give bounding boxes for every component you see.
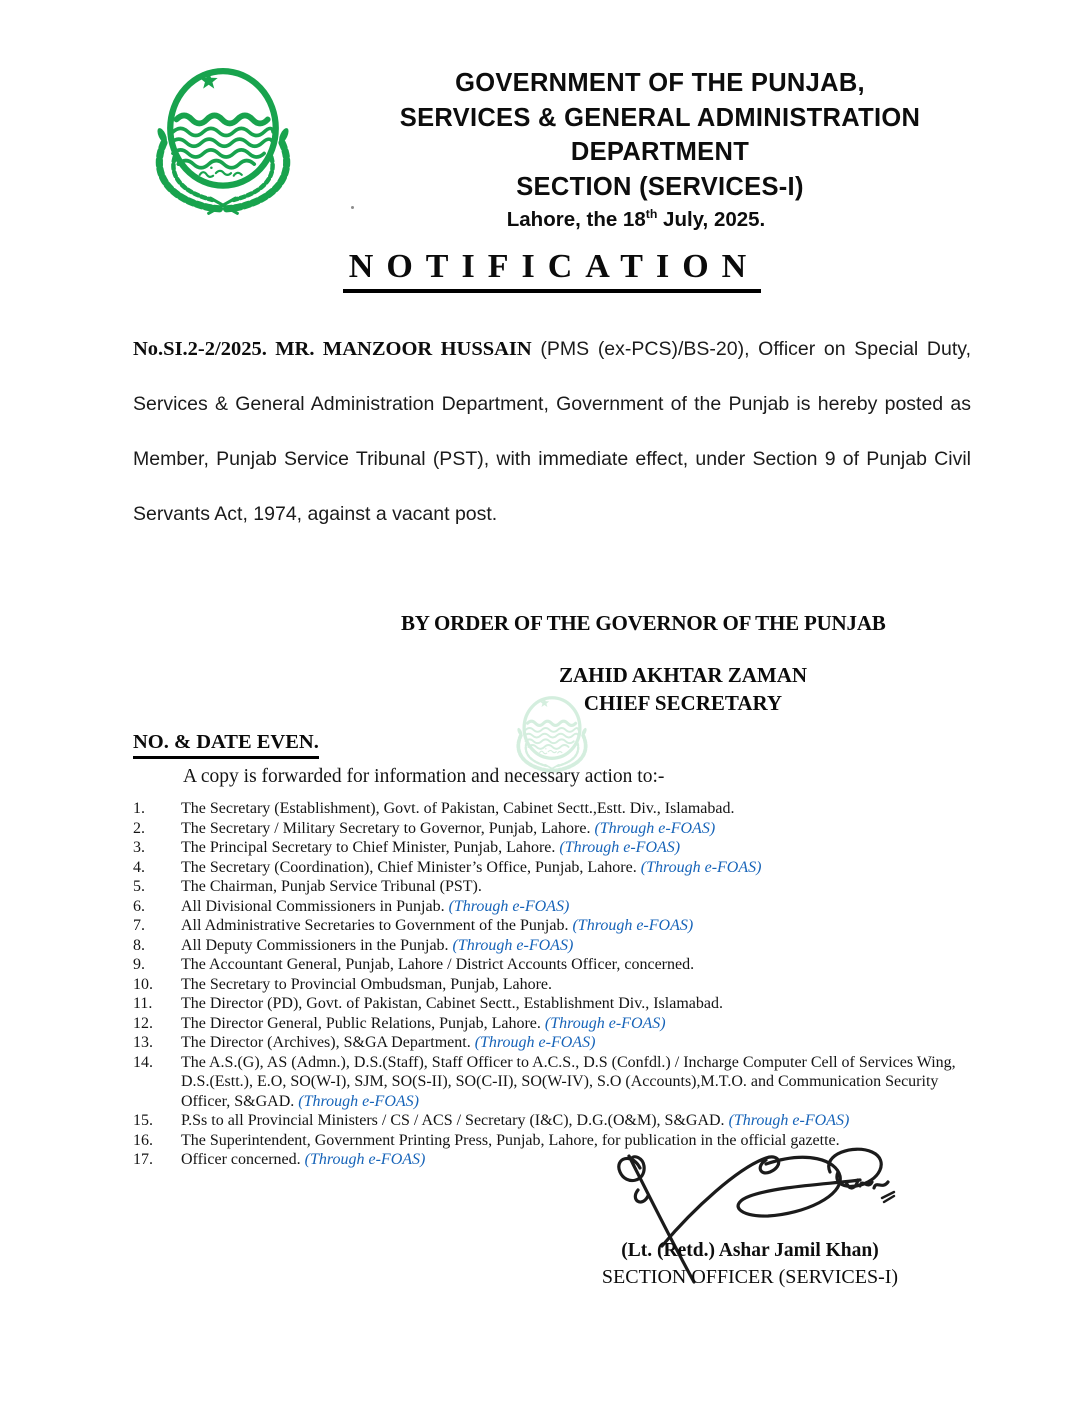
recipient-text: The Secretary to Provincial Ombudsman, Punjab, Lahore. <box>181 975 553 993</box>
recipient-row <box>133 1014 978 1034</box>
date-line <box>306 207 966 232</box>
recipient-number: 8. <box>133 936 145 954</box>
recipient-entry <box>181 858 978 878</box>
recipient-entry <box>181 877 978 897</box>
recipient-row <box>133 858 978 878</box>
recipient-text: The Principal Secretary to Chief Minister, Punjab, Lahore. <box>181 839 556 856</box>
recipient-text: The Superintendent, Government Printing Press, Punjab, Lahore, for publication in the official gazette. <box>181 1131 840 1149</box>
recipient-entry <box>181 1111 978 1131</box>
recipients-list <box>133 799 978 1170</box>
recipient-row <box>133 897 978 917</box>
recipient-text: The Director (Archives), S&GA Department. <box>181 1034 471 1051</box>
recipient-row <box>133 819 978 839</box>
letterhead <box>330 66 990 204</box>
document-title: NOTIFICATION <box>343 248 761 293</box>
recipient-row <box>133 1053 978 1112</box>
recipient-number: 1. <box>133 800 145 817</box>
recipient-through-efoas: (Through e-FOAS) <box>636 858 762 876</box>
recipient-number: 2. <box>133 819 145 837</box>
recipient-entry <box>181 936 978 956</box>
recipient-row <box>133 877 978 897</box>
recipient-entry <box>181 1053 978 1112</box>
reference-number-and-name: No.SI.2-2/2025. MR. MANZOOR HUSSAIN <box>133 338 532 360</box>
recipient-through-efoas: (Through e-FOAS) <box>448 936 574 954</box>
recipient-text: The Secretary / Military Secretary to Governor, Punjab, Lahore. <box>181 819 591 837</box>
punjab-crest-icon <box>124 64 322 216</box>
recipient-through-efoas: (Through e-FOAS) <box>590 819 716 837</box>
recipient-number: 16. <box>133 1131 153 1149</box>
recipient-text: All Deputy Commissioners in the Punjab. <box>181 936 449 954</box>
recipient-text: The Secretary (Establishment), Govt. of Pakistan, Cabinet Sectt.,Estt. Div., Islamabad. <box>181 800 735 817</box>
recipient-text: The Director General, Public Relations, Punjab, Lahore. <box>181 1014 541 1032</box>
recipient-text: The Director (PD), Govt. of Pakistan, Cabinet Sectt., Establishment Div., Islamabad. <box>181 995 723 1012</box>
recipient-through-efoas: (Through e-FOAS) <box>444 897 570 915</box>
recipient-through-efoas: (Through e-FOAS) <box>294 1092 419 1110</box>
section-officer-name: (Lt. (Retd.) Ashar Jamil Khan) <box>621 1240 879 1261</box>
recipient-row <box>133 1033 978 1053</box>
date-prefix: Lahore, the 18 <box>506 207 646 231</box>
recipient-row <box>133 975 978 995</box>
org-line-4: SECTION (SERVICES-I) <box>516 172 804 201</box>
recipient-entry <box>181 975 978 995</box>
recipient-through-efoas: (Through e-FOAS) <box>300 1151 426 1168</box>
recipient-through-efoas: (Through e-FOAS) <box>724 1112 850 1129</box>
recipient-entry <box>181 1033 978 1053</box>
recipient-number: 13. <box>133 1034 153 1051</box>
recipient-text: The Secretary (Coordination), Chief Minister’s Office, Punjab, Lahore. <box>181 858 637 876</box>
section-officer-block <box>545 1238 955 1290</box>
recipient-row <box>133 955 978 975</box>
org-line-1: GOVERNMENT OF THE PUNJAB, <box>455 69 865 97</box>
date-suffix: July, 2025. <box>657 207 766 231</box>
body-text: (PMS (ex-PCS)/BS-20), Officer on Special Duty, Services & General Administration Department, Government of the Punjab is hereby posted as Member, Punjab Service Tribunal (PST), with immediate effect, under Section 9 of Punjab Civil Servants Act, 1974, against a vacant post. <box>133 338 971 525</box>
order-line: BY ORDER OF THE GOVERNOR OF THE PUNJAB <box>401 611 886 635</box>
recipient-row <box>133 1111 978 1131</box>
org-line-3: DEPARTMENT <box>570 138 750 166</box>
recipient-text: The A.S.(G), AS (Admn.), D.S.(Staff), Staff Officer to A.C.S., D.S (Confdl.) / Incharge Computer Cell of Services Wing, D.S.(Estt.), E.O, SO(W-I), SJM, SO(S-II), SO(C-II), SO(W-IV), S.O (Accounts),M.T.O. and Communication Security Officer, S&GAD. <box>181 1053 956 1110</box>
recipient-number: 10. <box>133 975 153 993</box>
recipient-entry <box>181 1014 978 1034</box>
recipient-through-efoas: (Through e-FOAS) <box>540 1014 666 1032</box>
recipient-entry <box>181 955 978 975</box>
recipient-through-efoas: (Through e-FOAS) <box>470 1034 596 1051</box>
recipient-text: All Divisional Commissioners in Punjab. <box>181 897 445 915</box>
recipient-entry <box>181 994 978 1014</box>
recipient-entry <box>181 897 978 917</box>
recipient-row <box>133 799 978 819</box>
chief-secretary-title: CHIEF SECRETARY <box>583 690 783 715</box>
recipient-number: 15. <box>133 1112 153 1129</box>
recipient-entry <box>181 819 978 839</box>
recipient-number: 11. <box>133 995 153 1012</box>
title-row <box>0 248 1080 293</box>
recipient-entry <box>181 799 978 819</box>
number-date-even-line: NO. & DATE EVEN. <box>133 731 319 759</box>
notification-body <box>133 322 971 542</box>
recipient-through-efoas: (Through e-FOAS) <box>568 917 694 934</box>
recipient-number: 9. <box>133 956 145 973</box>
chief-secretary-name: ZAHID AKHTAR ZAMAN <box>558 663 808 687</box>
recipient-number: 14. <box>133 1053 153 1071</box>
recipient-entry <box>181 916 978 936</box>
recipient-text: All Administrative Secretaries to Government of the Punjab. <box>181 917 569 934</box>
recipient-entry <box>181 838 978 858</box>
copy-forward-line: A copy is forwarded for information and necessary action to:- <box>183 766 665 787</box>
recipient-number: 12. <box>133 1014 153 1032</box>
recipient-text: Officer concerned. <box>181 1151 301 1168</box>
recipient-row <box>133 936 978 956</box>
recipient-number: 7. <box>133 917 145 934</box>
recipient-number: 6. <box>133 897 145 915</box>
recipient-text: The Accountant General, Punjab, Lahore / District Accounts Officer, concerned. <box>181 956 695 973</box>
recipient-text: The Chairman, Punjab Service Tribunal (PST). <box>181 878 482 895</box>
recipient-number: 17. <box>133 1151 153 1168</box>
recipient-through-efoas: (Through e-FOAS) <box>555 839 681 856</box>
recipient-row <box>133 838 978 858</box>
section-officer-title: SECTION OFFICER (SERVICES-I) <box>601 1266 899 1288</box>
recipient-number: 5. <box>133 878 145 895</box>
recipient-row <box>133 994 978 1014</box>
recipient-text: P.Ss to all Provincial Ministers / CS / ACS / Secretary (I&C), D.G.(O&M), S&GAD. <box>181 1112 725 1129</box>
date-ordinal: th <box>645 207 658 221</box>
recipient-number: 3. <box>133 839 145 856</box>
org-line-2: SERVICES & GENERAL ADMINISTRATION <box>399 103 921 132</box>
recipient-number: 4. <box>133 858 145 876</box>
recipient-row <box>133 916 978 936</box>
